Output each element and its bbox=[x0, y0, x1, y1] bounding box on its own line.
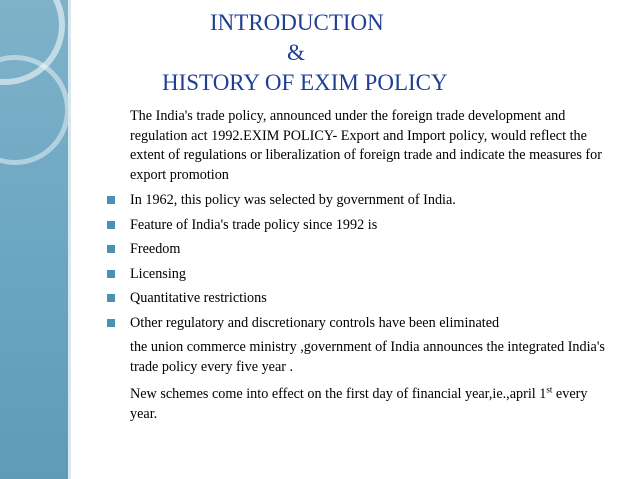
bullet-list bbox=[103, 191, 618, 333]
bullet-text: Quantitative restrictions bbox=[130, 290, 267, 306]
title-line-3: HISTORY OF EXIM POLICY bbox=[162, 70, 448, 95]
list-item bbox=[103, 216, 618, 236]
commerce-ministry-paragraph: the union commerce ministry ,government of India announces the integrated India's trade policy every five year . bbox=[130, 339, 605, 375]
bullet-icon bbox=[106, 293, 116, 303]
slide-body bbox=[103, 107, 618, 424]
bullet-icon bbox=[106, 318, 116, 328]
list-item bbox=[103, 289, 618, 309]
intro-paragraph: The India's trade policy, announced under the foreign trade development and regulation act 1992.EXIM POLICY- Export and Import policy, would reflect the extent of regulations or liberalization of foreign trade and indicate the measures for export promotion bbox=[130, 108, 602, 183]
list-item bbox=[103, 314, 618, 334]
decorative-side-band bbox=[0, 0, 68, 479]
band-edge-divider bbox=[68, 0, 71, 479]
bullet-text: In 1962, this policy was selected by government of India. bbox=[130, 192, 456, 208]
bullet-icon bbox=[106, 195, 116, 205]
bullet-text: Licensing bbox=[130, 265, 186, 282]
bullet-icon bbox=[106, 220, 116, 230]
new-schemes-text: New schemes come into effect on the first day of financial year,ie.,april 1 bbox=[130, 386, 547, 402]
bullet-text: Other regulatory and discretionary controls have been eliminated bbox=[130, 314, 500, 331]
new-schemes-paragraph bbox=[130, 385, 618, 424]
bullet-icon bbox=[106, 244, 116, 254]
decorative-ring bbox=[0, 55, 68, 165]
title-line-2: & bbox=[287, 40, 305, 65]
list-item bbox=[103, 240, 618, 260]
bullet-text: Feature of India's trade policy since 1992 is bbox=[130, 216, 378, 233]
bullet-text: Freedom bbox=[130, 241, 181, 257]
bullet-icon bbox=[106, 269, 116, 279]
list-item bbox=[103, 265, 618, 285]
new-schemes-end: every year. bbox=[130, 386, 588, 422]
title-line-1: INTRODUCTION bbox=[210, 10, 384, 35]
list-item bbox=[103, 191, 618, 211]
ordinal-suffix: st bbox=[546, 384, 553, 395]
